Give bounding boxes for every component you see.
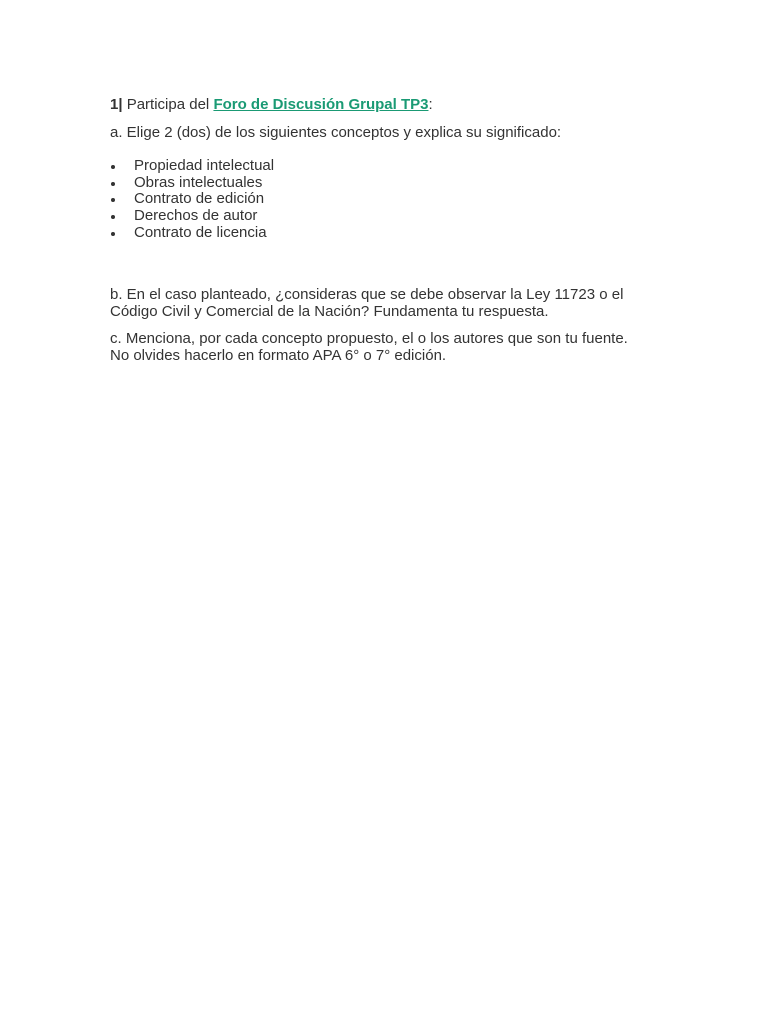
- list-item-label: Obras intelectuales: [134, 173, 263, 191]
- heading-prefix: Participa del: [122, 96, 214, 113]
- concepts-list: [110, 158, 274, 241]
- list-item: [110, 158, 274, 175]
- list-item: [110, 191, 274, 208]
- item-c-instruction: [110, 331, 670, 364]
- bullet-icon: [111, 182, 115, 186]
- item-a-instruction: a. Elige 2 (dos) de los siguientes conceptos y explica su significado:: [110, 124, 562, 141]
- list-item: [110, 175, 274, 192]
- forum-link[interactable]: Foro de Discusión Grupal TP3: [213, 96, 429, 113]
- bullet-icon: [111, 165, 115, 169]
- item-b-line: Código Civil y Comercial de la Nación? Fundamenta tu respuesta.: [110, 302, 549, 320]
- list-item-label: Propiedad intelectual: [134, 157, 275, 174]
- list-item: [110, 208, 274, 225]
- bullet-icon: [111, 198, 115, 202]
- list-item: [110, 225, 274, 242]
- heading-colon: :: [428, 96, 433, 113]
- item-c-line: No olvides hacerlo en formato APA 6° o 7° edición.: [110, 346, 447, 364]
- item-b-line: b. En el caso planteado, ¿consideras que se debe observar la Ley 11723 o el: [110, 286, 624, 303]
- bullet-icon: [111, 232, 115, 236]
- item-c-line: c. Menciona, por cada concepto propuesto, el o los autores que son tu fuente.: [110, 330, 628, 347]
- list-item-label: Derechos de autor: [134, 207, 258, 225]
- list-item-label: Contrato de edición: [134, 190, 265, 208]
- task-number: 1|: [110, 96, 123, 113]
- bullet-icon: [111, 215, 115, 219]
- item-b-question: [110, 287, 670, 320]
- task-heading: [110, 96, 655, 114]
- list-item-label: Contrato de licencia: [134, 223, 267, 241]
